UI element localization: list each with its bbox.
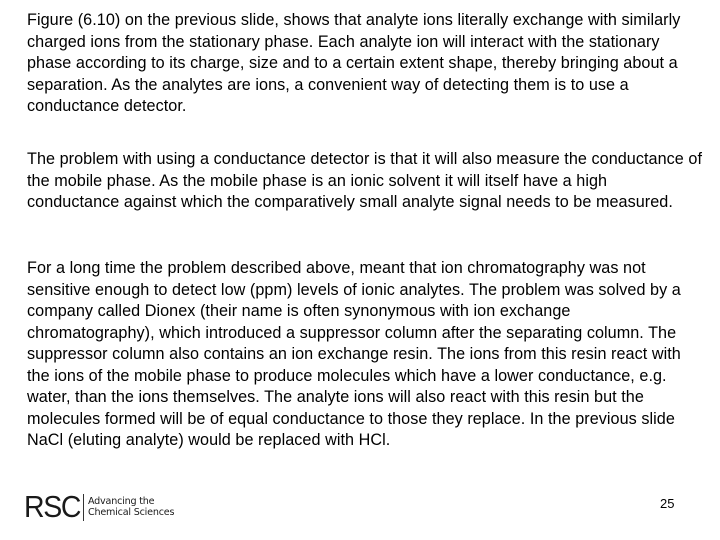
page-number: 25 [660,496,675,511]
rsc-logo [24,491,174,523]
tagline-line-2: Chemical Sciences [87,507,175,518]
tagline-line-1: Advancing the [87,496,155,507]
rsc-logo-tagline [88,496,174,518]
paragraph-suppressor-column: For a long time the problem described above, meant that ion chromatography was not sensitive enough to detect low (ppm) levels of ionic analytes. The problem was solved by a company called Dionex (their name is often synonymous with ion exchange chromatography), which introduced a suppressor column after the separating column. The suppressor column also contains an ion exchange resin. The ions from this resin react with the ions of the mobile phase to produce molecules which have a lower conductance, e.g. water, than the ions themselves. The analyte ions will also react with this resin but the molecules formed will be of equal conductance to those they replace. In the previous slide NaCl (eluting analyte) would be replaced with HCl. [27,259,681,449]
rsc-logo-mark: RSC [24,489,81,524]
paragraph-ion-exchange: Figure (6.10) on the previous slide, shows that analyte ions literally exchange with similarly charged ions from the stationary phase. Each analyte ion will interact with the stationary phase according to its charge, size and to a certain extent shape, thereby bringing about a separation. As the analytes are ions, a convenient way of detecting them is to use a conductance detector. [27,11,681,115]
logo-divider [83,494,84,521]
paragraph-conductance-problem: The problem with using a conductance detector is that it will also measure the conductance of the mobile phase. As the mobile phase is an ionic solvent it will itself have a high conductance against which the comparatively small analyte signal needs to be measured. [27,150,702,211]
